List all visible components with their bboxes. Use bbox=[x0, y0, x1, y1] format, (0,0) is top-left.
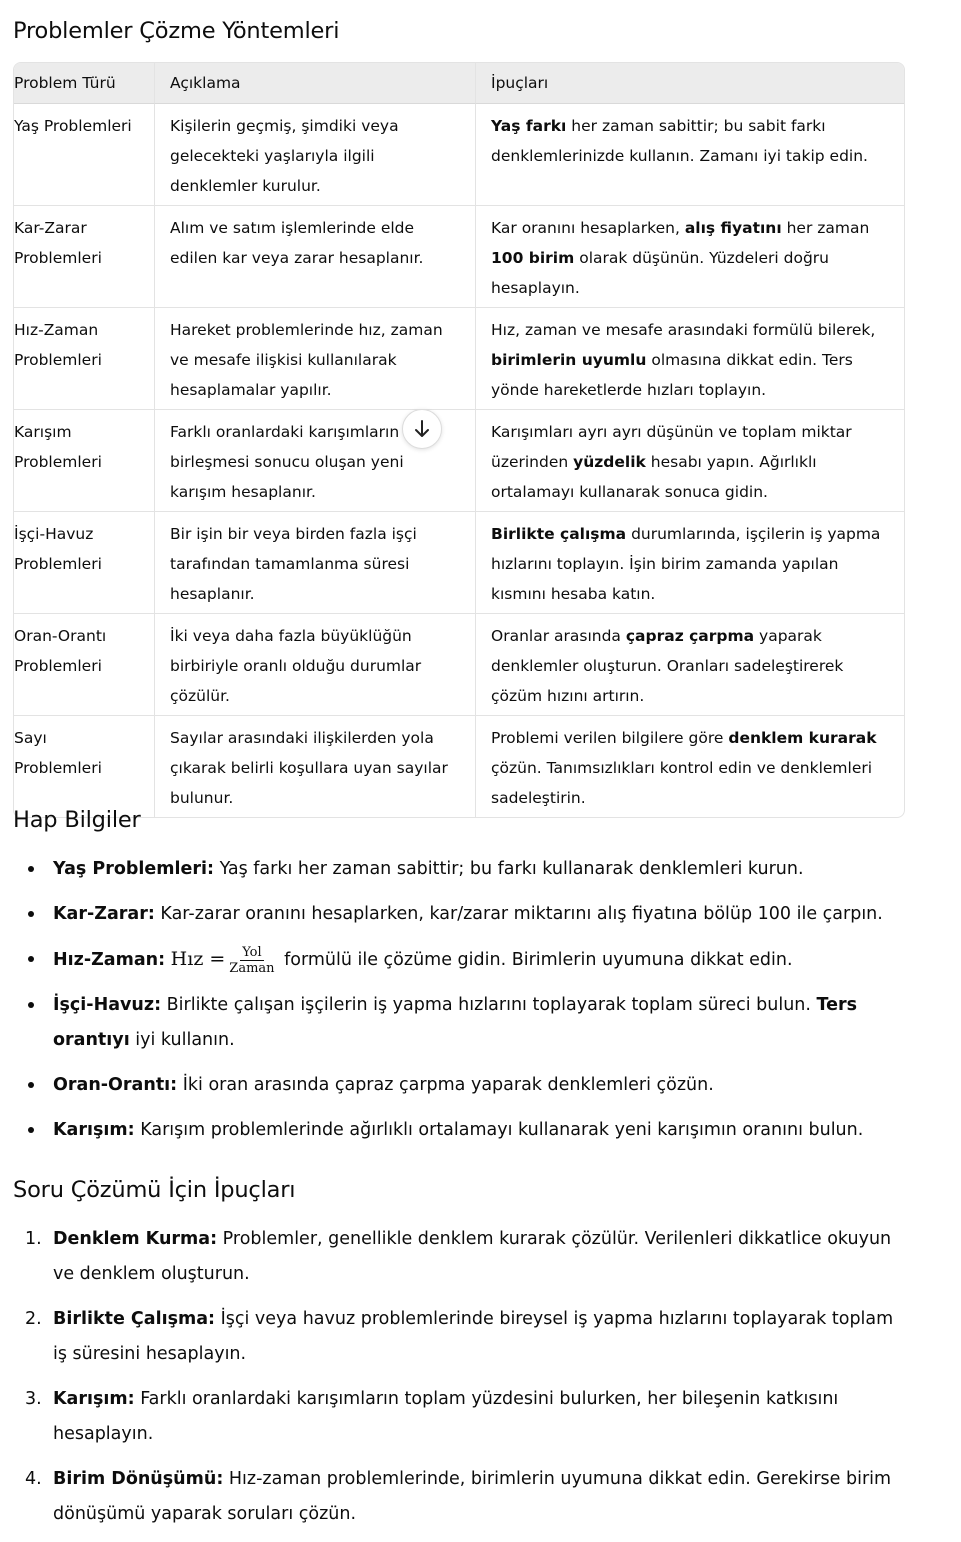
cell-problem-type: Hız-Zaman Problemleri bbox=[14, 307, 154, 409]
bold-text: Oran-Orantı: bbox=[53, 1075, 178, 1095]
text-span: Farklı oranlardaki karışımların toplam yüzdesini bulurken, her bileşenin katkısını hesaplayın. bbox=[53, 1389, 839, 1444]
text-span: Kar oranını hesaplarken, bbox=[491, 219, 685, 237]
text-span: her zaman bbox=[781, 219, 870, 237]
table-row bbox=[14, 613, 904, 715]
arrow-down-icon bbox=[414, 420, 430, 438]
bold-text: Birlikte çalışma bbox=[491, 525, 627, 543]
math-expression: Hız = bbox=[170, 948, 226, 970]
bold-text: yüzdelik bbox=[573, 453, 646, 471]
text-span: Karışımları ayrı ayrı düşünün ve toplam miktar üzerinden bbox=[491, 423, 852, 471]
cell-tips bbox=[475, 511, 904, 613]
list-item bbox=[13, 1382, 903, 1452]
list-item bbox=[13, 988, 903, 1058]
cell-tips bbox=[475, 307, 904, 409]
bold-text: Karışım: bbox=[53, 1389, 135, 1409]
table-row bbox=[14, 715, 904, 817]
text-span: Hız, zaman ve mesafe arasındaki formülü bilerek, bbox=[491, 321, 876, 339]
bold-text: birimlerin uyumlu bbox=[491, 351, 647, 369]
methods-table bbox=[13, 62, 905, 818]
text-span: durumlarında, işçilerin iş yapma hızlarını toplayın. İşin birim zamanda yapılan kısmını hesaba katın. bbox=[491, 525, 881, 603]
text-span: İşçi veya havuz problemlerinde bireysel iş yapma hızlarını toplayarak toplam iş süresini hesaplayın. bbox=[53, 1309, 894, 1364]
list-item bbox=[13, 897, 903, 932]
list-item bbox=[13, 1068, 903, 1103]
cell-problem-type: Yaş Problemleri bbox=[14, 117, 132, 135]
text-span: formülü ile çözüme gidin. Birimlerin uyumuna dikkat edin. bbox=[278, 950, 793, 970]
cell-problem-type: Kar-Zarar Problemleri bbox=[14, 205, 154, 307]
text-span: Birlikte çalışan işçilerin iş yapma hızlarını toplayarak toplam süreci bulun. bbox=[161, 995, 817, 1015]
text-span: Karışım problemlerinde ağırlıklı ortalamayı kullanarak yeni karışımın oranını bulun. bbox=[134, 1120, 864, 1140]
text-span: çözün. Tanımsızlıkları kontrol edin ve denklemleri sadeleştirin. bbox=[491, 759, 873, 807]
bold-text: Yaş farkı bbox=[491, 117, 567, 135]
text-span: yaparak denklemler oluşturun. Oranları sadeleştirerek çözüm hızını artırın. bbox=[491, 627, 844, 705]
text-span: Problemi verilen bilgilere göre bbox=[491, 729, 729, 747]
fraction-denominator: Zaman bbox=[229, 960, 275, 976]
table-row bbox=[14, 104, 904, 205]
cell-tips bbox=[475, 613, 904, 715]
list-item bbox=[13, 852, 903, 887]
cell-problem-type: Oran-Orantı Problemleri bbox=[14, 613, 154, 715]
text-span: Hız-zaman problemlerinde, birimlerin uyumuna dikkat edin. Gerekirse birim dönüşümü yaparak soruları çözün. bbox=[53, 1469, 892, 1524]
cell-tips bbox=[475, 104, 904, 205]
bold-text: denklem kurarak bbox=[728, 729, 877, 747]
table-header-row bbox=[14, 63, 904, 104]
list-number: 3. bbox=[25, 1389, 42, 1409]
cell-description: Kişilerin geçmiş, şimdiki veya gelecekteki yaşlarıyla ilgili denklemler kurulur. bbox=[154, 104, 475, 205]
text-span: Oranlar arasında bbox=[491, 627, 626, 645]
solve-tips-list bbox=[13, 1222, 903, 1542]
list-number: 2. bbox=[25, 1309, 42, 1329]
bold-text: 100 birim bbox=[491, 249, 575, 267]
text-span: olmasına dikkat edin. Ters yönde hareketlerde hızları toplayın. bbox=[491, 351, 853, 399]
list-item bbox=[13, 1462, 903, 1532]
bold-text: Birlikte Çalışma: bbox=[53, 1309, 216, 1329]
cell-description: Bir işin bir veya birden fazla işçi tarafından tamamlanma süresi hesaplanır. bbox=[154, 511, 475, 613]
cell-problem-type: İşçi-Havuz Problemleri bbox=[14, 511, 154, 613]
text-span: iyi kullanın. bbox=[129, 1030, 235, 1050]
text-span: Problemler, genellikle denklem kurarak çözülür. Verilenleri dikkatlice okuyun ve denklem oluşturun. bbox=[53, 1229, 892, 1284]
text-span: her zaman sabittir; bu sabit farkı denklemlerinizde kullanın. Zamanı iyi takip edin. bbox=[491, 117, 868, 165]
cell-tips bbox=[475, 409, 904, 511]
quick-tips-list bbox=[13, 852, 903, 1158]
methods-heading: Problemler Çözme Yöntemleri bbox=[13, 18, 340, 44]
cell-tips bbox=[475, 715, 904, 817]
table-row bbox=[14, 409, 904, 511]
header-problem-type: Problem Türü bbox=[14, 63, 154, 104]
bold-text: çapraz çarpma bbox=[625, 627, 755, 645]
cell-problem-type: Karışım Problemleri bbox=[14, 409, 154, 511]
quick-tips-heading: Hap Bilgiler bbox=[13, 807, 141, 833]
cell-problem-type: Sayı Problemleri bbox=[14, 715, 154, 817]
bold-text: İşçi-Havuz: bbox=[53, 995, 162, 1015]
list-item bbox=[13, 1222, 903, 1292]
bold-text: Karışım: bbox=[53, 1120, 135, 1140]
cell-description: İki veya daha fazla büyüklüğün birbiriyle oranlı olduğu durumlar çözülür. bbox=[154, 613, 475, 715]
math-fraction bbox=[229, 945, 274, 976]
cell-description: Alım ve satım işlemlerinde elde edilen kar veya zarar hesaplanır. bbox=[154, 205, 475, 307]
cell-description: Hareket problemlerinde hız, zaman ve mesafe ilişkisi kullanılarak hesaplamalar yapılır. bbox=[154, 307, 475, 409]
fraction-numerator: Yol bbox=[242, 944, 262, 960]
bold-text: Birim Dönüşümü: bbox=[53, 1469, 224, 1489]
bold-text: Denklem Kurma: bbox=[53, 1229, 218, 1249]
solve-tips-heading: Soru Çözümü İçin İpuçları bbox=[13, 1177, 296, 1203]
table-row bbox=[14, 307, 904, 409]
header-tips: İpuçları bbox=[475, 63, 904, 104]
scroll-down-button[interactable] bbox=[402, 409, 442, 449]
cell-description: Sayılar arasındaki ilişkilerden yola çıkarak belirli koşullara uyan sayılar bulunur. bbox=[154, 715, 475, 817]
text-span: olarak düşünün. Yüzdeleri doğru hesaplayın. bbox=[491, 249, 829, 297]
list-item bbox=[13, 1113, 903, 1148]
table-row bbox=[14, 511, 904, 613]
bold-text: Yaş Problemleri: bbox=[53, 859, 214, 879]
cell-tips bbox=[475, 205, 904, 307]
text-span: İki oran arasında çapraz çarpma yaparak denklemleri çözün. bbox=[177, 1075, 714, 1095]
bold-text: Kar-Zarar: bbox=[53, 904, 155, 924]
text-span: Kar-zarar oranını hesaplarken, kar/zarar miktarını alış fiyatına bölüp 100 ile çarpın. bbox=[154, 904, 883, 924]
table-row bbox=[14, 205, 904, 307]
bold-text: Hız-Zaman: bbox=[53, 950, 166, 970]
cell-description: Farklı oranlardaki karışımların birleşmesi sonucu oluşan yeni karışım hesaplanır. bbox=[154, 409, 475, 511]
list-number: 4. bbox=[25, 1469, 42, 1489]
list-number: 1. bbox=[25, 1229, 42, 1249]
header-description: Açıklama bbox=[154, 63, 475, 104]
bold-text: alış fiyatını bbox=[684, 219, 782, 237]
list-item bbox=[13, 1302, 903, 1372]
text-span: Yaş farkı her zaman sabittir; bu farkı kullanarak denklemleri kurun. bbox=[214, 859, 804, 879]
list-item bbox=[13, 942, 903, 978]
bold-text: Ters orantıyı bbox=[53, 995, 858, 1050]
text-span: hesabı yapın. Ağırlıklı ortalamayı kullanarak sonuca gidin. bbox=[491, 453, 817, 501]
